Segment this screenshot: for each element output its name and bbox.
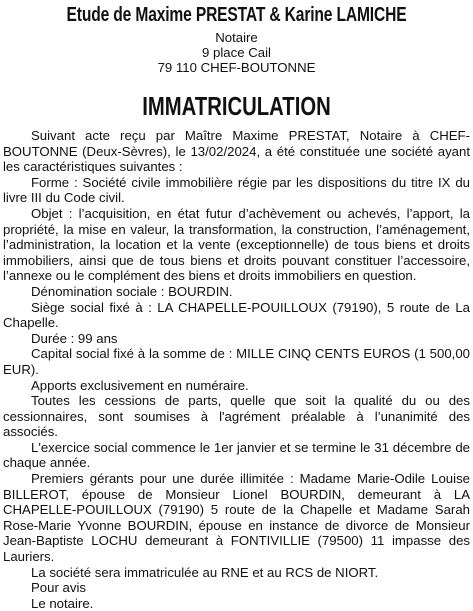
paragraph-capital: Capital social fixé à la somme de : MILLE CINQ CENTS EUROS (1 500,00 EUR).	[3, 346, 470, 377]
paragraph-immatriculation: La société sera immatriculée au RNE et au RCS de NIORT.	[31, 564, 379, 580]
paragraph-objet: Objet : l’acquisition, en état futur d’achèvement ou achevés, l’apport, la propriété, la mise en valeur, la transformation, la construction, l’aménagement, l’administration, la location et la vente (exceptionnelle) de tous biens et droits immobiliers, ainsi que de tous biens et droits pouvant constituer l’accessoire, l’annexe ou le complément des biens et droits immobiliers en question.	[3, 205, 470, 284]
paragraph-cessions: Toutes les cessions de parts, quelle que soit la qualité du ou des cessionnaires, sont soumises à l'agrément préalable à l’unanimité des associés.	[3, 393, 470, 440]
paragraph-apports: Apports exclusivement en numéraire.	[31, 377, 249, 393]
paragraph-gerants: Premiers gérants pour une durée illimitée : Madame Marie-Odile Louise BILLEROT, épouse de Monsieur Lionel BOURDIN, demeurant à LA CHAPELLE-POUILLOUX (79190) 5 route de la Chapelle et Madame Sarah Rose-Marie Yvonne BOURDIN, épouse en instance de divorce de Monsieur Jean-Baptiste LOCHU demeurant à FONTIVILLIE (79500) 11 impasse des Lauriers.	[3, 471, 470, 565]
paragraph-forme: Forme : Société civile immobilière régie par les dispositions du titre IX du livre III du Code civil.	[3, 174, 470, 206]
paragraph-pour-avis: Pour avis	[31, 580, 86, 596]
paragraph-exercice: L'exercice social commence le 1er janvier et se termine le 31 décembre de chaque année.	[3, 439, 470, 471]
notary-street: 9 place Cail	[202, 45, 271, 61]
notice-body	[3, 128, 470, 611]
paragraph-denomination: Dénomination sociale : BOURDIN.	[31, 283, 233, 299]
paragraph-duree: Durée : 99 ans	[31, 330, 118, 346]
notice-title: IMMATRICULATION	[142, 91, 331, 121]
paragraph-signature: Le notaire.	[31, 595, 94, 611]
notary-role: Notaire	[215, 30, 258, 45]
paragraph-intro: Suivant acte reçu par Maître Maxime PRESTAT, Notaire à CHEF-BOUTONNE (Deux-Sèvres), le 13/02/2024, a été constituée une société ayant les caractéristiques suivantes :	[3, 128, 470, 175]
notary-city: 79 110 CHEF-BOUTONNE	[157, 60, 316, 76]
firm-name: Etude de Maxime PRESTAT & Karine LAMICHE	[66, 4, 407, 26]
notary-address-block	[0, 30, 473, 76]
paragraph-siege: Siège social fixé à : LA CHAPELLE-POUILLOUX (79190), 5 route de La Chapelle.	[3, 299, 470, 331]
